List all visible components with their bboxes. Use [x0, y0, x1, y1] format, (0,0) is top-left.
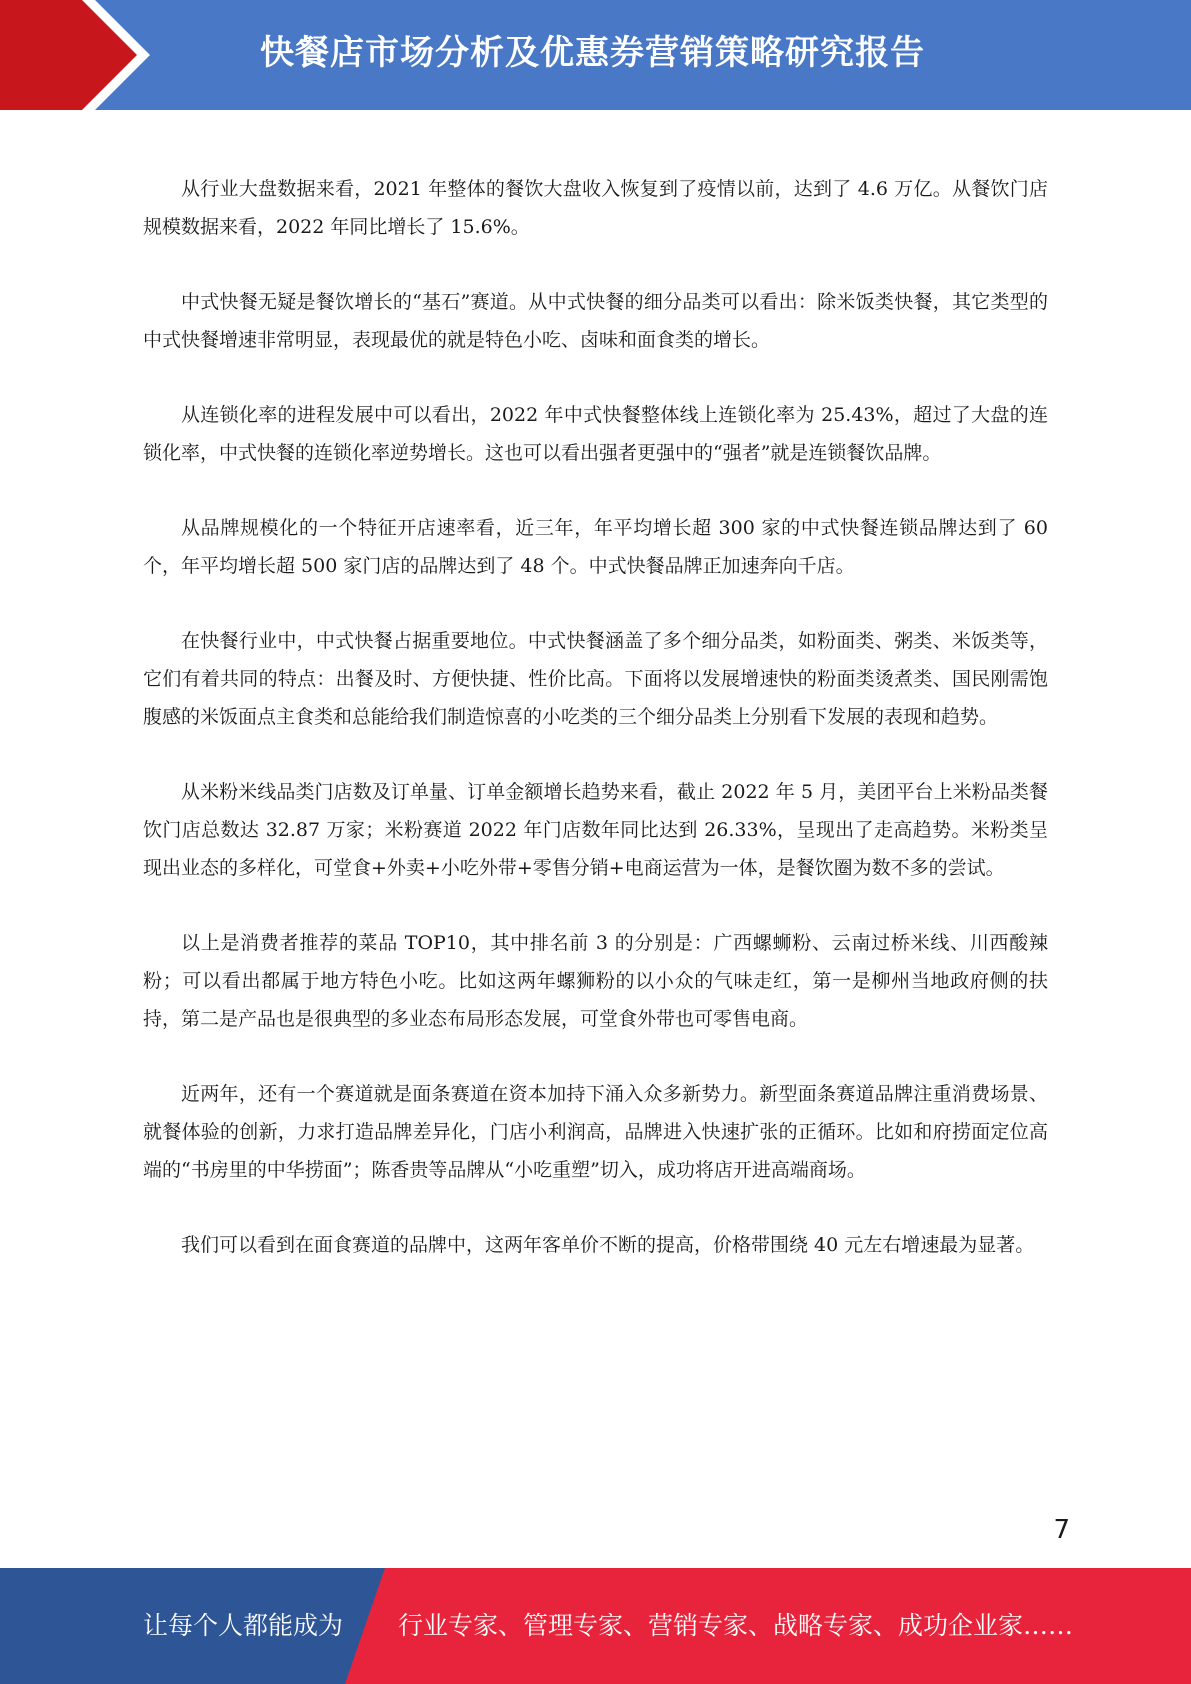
document-title: 快餐店市场分析及优惠券营销策略研究报告: [260, 33, 925, 73]
paragraph: 从品牌规模化的一个特征开店速率看，近三年，年平均增长超 300 家的中式快餐连锁品牌达到了 60 个，年平均增长超 500 家门店的品牌达到了 48 个。中式快餐品牌正加速奔向千店。: [143, 517, 1048, 577]
paragraph: 中式快餐无疑是餐饮增长的“基石”赛道。从中式快餐的细分品类可以看出：除米饭类快餐，其它类型的中式快餐增速非常明显，表现最优的就是特色小吃、卤味和面食类的增长。: [143, 291, 1048, 351]
report-body: [143, 170, 1048, 1301]
header-arrow-decoration: [0, 0, 160, 110]
page-header: [0, 0, 1191, 110]
paragraph: 从行业大盘数据来看，2021 年整体的餐饮大盘收入恢复到了疫情以前，达到了 4.6 万亿。从餐饮门店规模数据来看，2022 年同比增长了 15.6%。: [143, 178, 1048, 238]
footer-slogan-roles: 行业专家、管理专家、营销专家、战略专家、成功企业家……: [398, 1611, 1074, 1640]
footer-slogan-lead: 让每个人都能成为: [143, 1611, 344, 1640]
paragraph: 我们可以看到在面食赛道的品牌中，这两年客单价不断的提高，价格带围绕 40 元左右增速最为显著。: [181, 1234, 1035, 1256]
header-arrow-fill: [0, 0, 137, 110]
page-footer: [0, 1568, 1191, 1684]
paragraph: 在快餐行业中，中式快餐占据重要地位。中式快餐涵盖了多个细分品类，如粉面类、粥类、米饭类等，它们有着共同的特点：出餐及时、方便快捷、性价比高。下面将以发展增速快的粉面类烫煮类、国民刚需饱腹感的米饭面点主食类和总能给我们制造惊喜的小吃类的三个细分品类上分别看下发展的表现和趋势。: [143, 630, 1048, 728]
paragraph: 从米粉米线品类门店数及订单量、订单金额增长趋势来看，截止 2022 年 5 月，美团平台上米粉品类餐饮门店总数达 32.87 万家；米粉赛道 2022 年门店数年同比达到 26.33%，呈现出了走高趋势。米粉类呈现出业态的多样化，可堂食+外卖+小吃外带+零售分销+电商运营为一体，是餐饮圈为数不多的尝试。: [143, 781, 1048, 879]
paragraph: 近两年，还有一个赛道就是面条赛道在资本加持下涌入众多新势力。新型面条赛道品牌注重消费场景、就餐体验的创新，力求打造品牌差异化，门店小利润高，品牌进入快速扩张的正循环。比如和府捞面定位高端的“书房里的中华捞面”；陈香贵等品牌从“小吃重塑”切入，成功将店开进高端商场。: [143, 1083, 1048, 1181]
page-number: 7: [1053, 1515, 1070, 1545]
paragraph: 以上是消费者推荐的菜品 TOP10，其中排名前 3 的分别是：广西螺蛳粉、云南过桥米线、川西酸辣粉；可以看出都属于地方特色小吃。比如这两年螺狮粉的以小众的气味走红，第一是柳州当地政府侧的扶持，第二是产品也是很典型的多业态布局形态发展，可堂食外带也可零售电商。: [143, 932, 1048, 1030]
paragraph: 从连锁化率的进程发展中可以看出，2022 年中式快餐整体线上连锁化率为 25.43%，超过了大盘的连锁化率，中式快餐的连锁化率逆势增长。这也可以看出强者更强中的“强者”就是连锁餐饮品牌。: [143, 404, 1048, 464]
